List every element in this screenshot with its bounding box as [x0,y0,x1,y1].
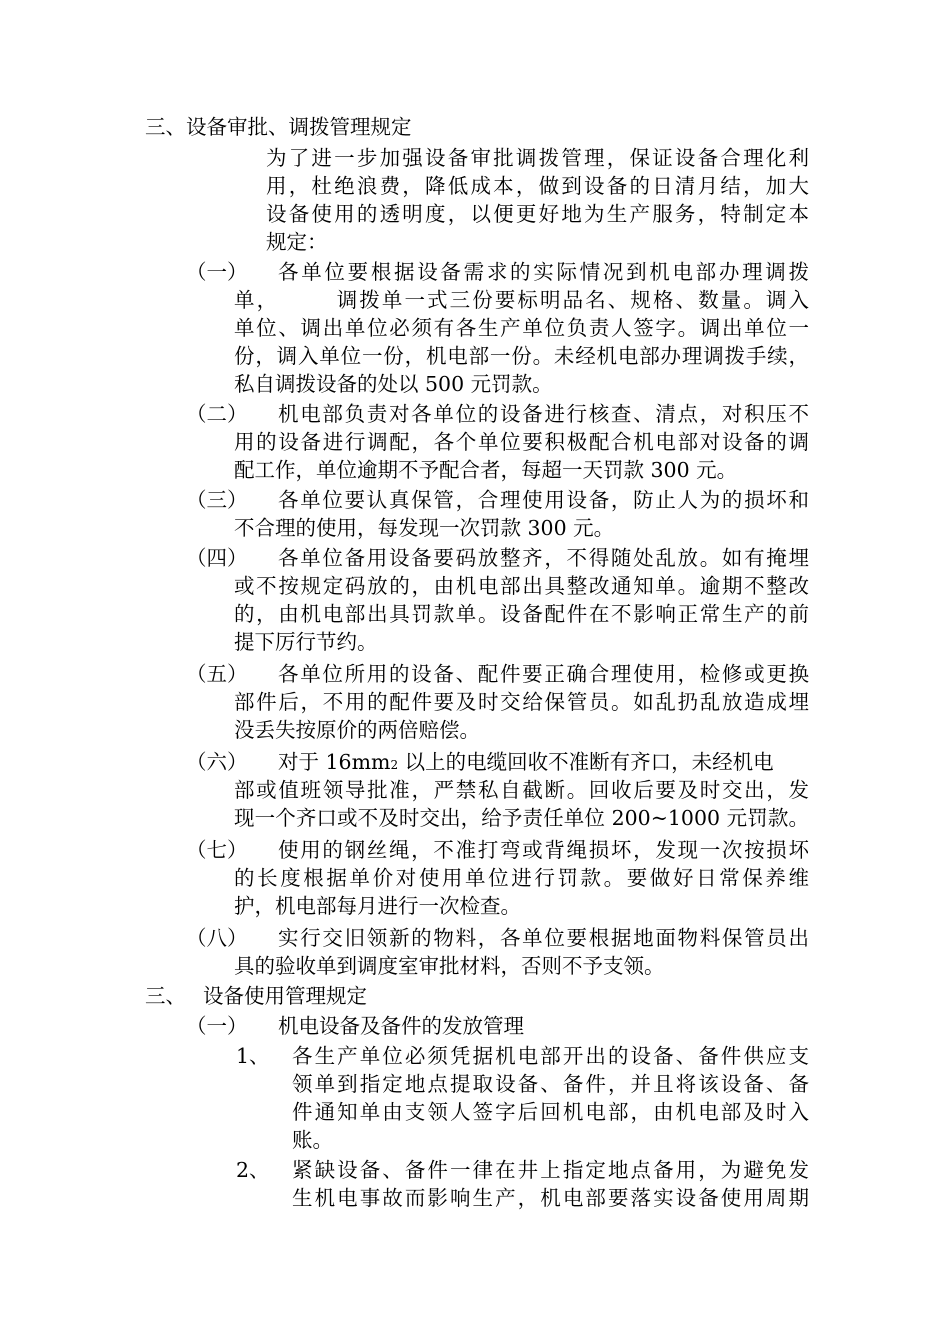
item-number: （六） [186,750,248,774]
intro-line: 用，杜绝浪费，降低成本，做到设备的日清月结，加大 [266,174,809,198]
item-line: 使用的钢丝绳，不准打弯或背绳损坏，发现一次按损坏 [278,838,809,862]
subsection-number: （一） [186,1014,248,1038]
item-line: 部件后，不用的配件要及时交给保管员。如乱扔乱放造成埋 [234,690,809,714]
item-line: 单， 调拨单一式三份要标明品名、规格、数量。调入 [234,288,809,312]
item-line: 提下厉行节约。 [234,630,378,654]
section-title: 设备使用管理规定 [203,984,367,1008]
subsection-title: 机电设备及备件的发放管理 [278,1014,524,1038]
intro-line: 规定： [266,230,328,254]
item-line: 机电部负责对各单位的设备进行核查、清点，对积压不 [278,402,809,426]
intro-line: 设备使用的透明度，以便更好地为生产服务，特制定本 [266,202,809,226]
item-line: 的长度根据单价对使用单位进行罚款。要做好日常保养维 [234,866,809,890]
item-number: （四） [186,546,248,570]
item-line: 各单位备用设备要码放整齐，不得随处乱放。如有掩埋 [278,546,809,570]
item-line: 单位、调出单位必须有各生产单位负责人签字。调出单位一 [234,316,809,340]
item-number: （三） [186,488,248,512]
item-number: （八） [186,926,248,950]
item-line: 的，由机电部出具罚款单。设备配件在不影响正常生产的前 [234,602,809,626]
item-line: 用的设备进行调配，各个单位要积极配合机电部对设备的调 [234,430,809,454]
item-line: 各单位所用的设备、配件要正确合理使用，检修或更换 [278,662,809,686]
subitem-number: 1、 [236,1044,270,1068]
section-number: 三、 [145,984,186,1008]
subitem-number: 2、 [236,1158,270,1182]
item-line: 现一个齐口或不及时交出，给予责任单位 200~1000 元罚款。 [234,806,809,830]
item-line: 不合理的使用，每发现一次罚款 300 元。 [234,516,615,540]
item-line: 没丢失按原价的两倍赔偿。 [234,718,480,742]
section-heading: 三、设备审批、调拨管理规定 [145,115,412,139]
item-line: 份，调入单位一份，机电部一份。未经机电部办理调拨手续， [234,344,809,368]
subitem-line: 账。 [292,1128,333,1152]
item-line: 或不按规定码放的，由机电部出具整改通知单。逾期不整改 [234,574,809,598]
item-line-part: 以上的电缆回收不准断有齐口，未经机电 [398,750,774,774]
intro-line: 为了进一步加强设备审批调拨管理，保证设备合理化利 [266,146,809,170]
item-number: （七） [186,838,248,862]
item-line: 各单位要认真保管，合理使用设备，防止人为的损坏和 [278,488,809,512]
item-line: 实行交旧领新的物料，各单位要根据地面物料保管员出 [278,926,809,950]
unit-subscript: 2 [390,758,399,772]
item-line: 具的验收单到调度室审批材料，否则不予支领。 [234,954,665,978]
item-number: （五） [186,662,248,686]
item-line-with-unit [278,748,809,777]
subitem-line: 生机电事故而影响生产，机电部要落实设备使用周期 [292,1186,809,1210]
item-line-part: 对于 16mm [278,750,391,774]
item-line: 私自调拨设备的处以 500 元罚款。 [234,372,553,396]
item-line: 配工作，单位逾期不予配合者，每超一天罚款 300 元。 [234,458,738,482]
item-line: 各单位要根据设备需求的实际情况到机电部办理调拨 [278,260,809,284]
item-line: 护，机电部每月进行一次检查。 [234,894,521,918]
subitem-line: 领单到指定地点提取设备、备件，并且将该设备、备 [292,1072,809,1096]
subitem-line: 件通知单由支领人签字后回机电部，由机电部及时入 [292,1100,809,1124]
item-line: 部或值班领导批准，严禁私自截断。回收后要及时交出，发 [234,778,809,802]
item-number: （二） [186,402,248,426]
item-number: （一） [186,260,248,284]
subitem-line: 紧缺设备、备件一律在井上指定地点备用，为避免发 [292,1158,809,1182]
subitem-line: 各生产单位必须凭据机电部开出的设备、备件供应支 [292,1044,809,1068]
